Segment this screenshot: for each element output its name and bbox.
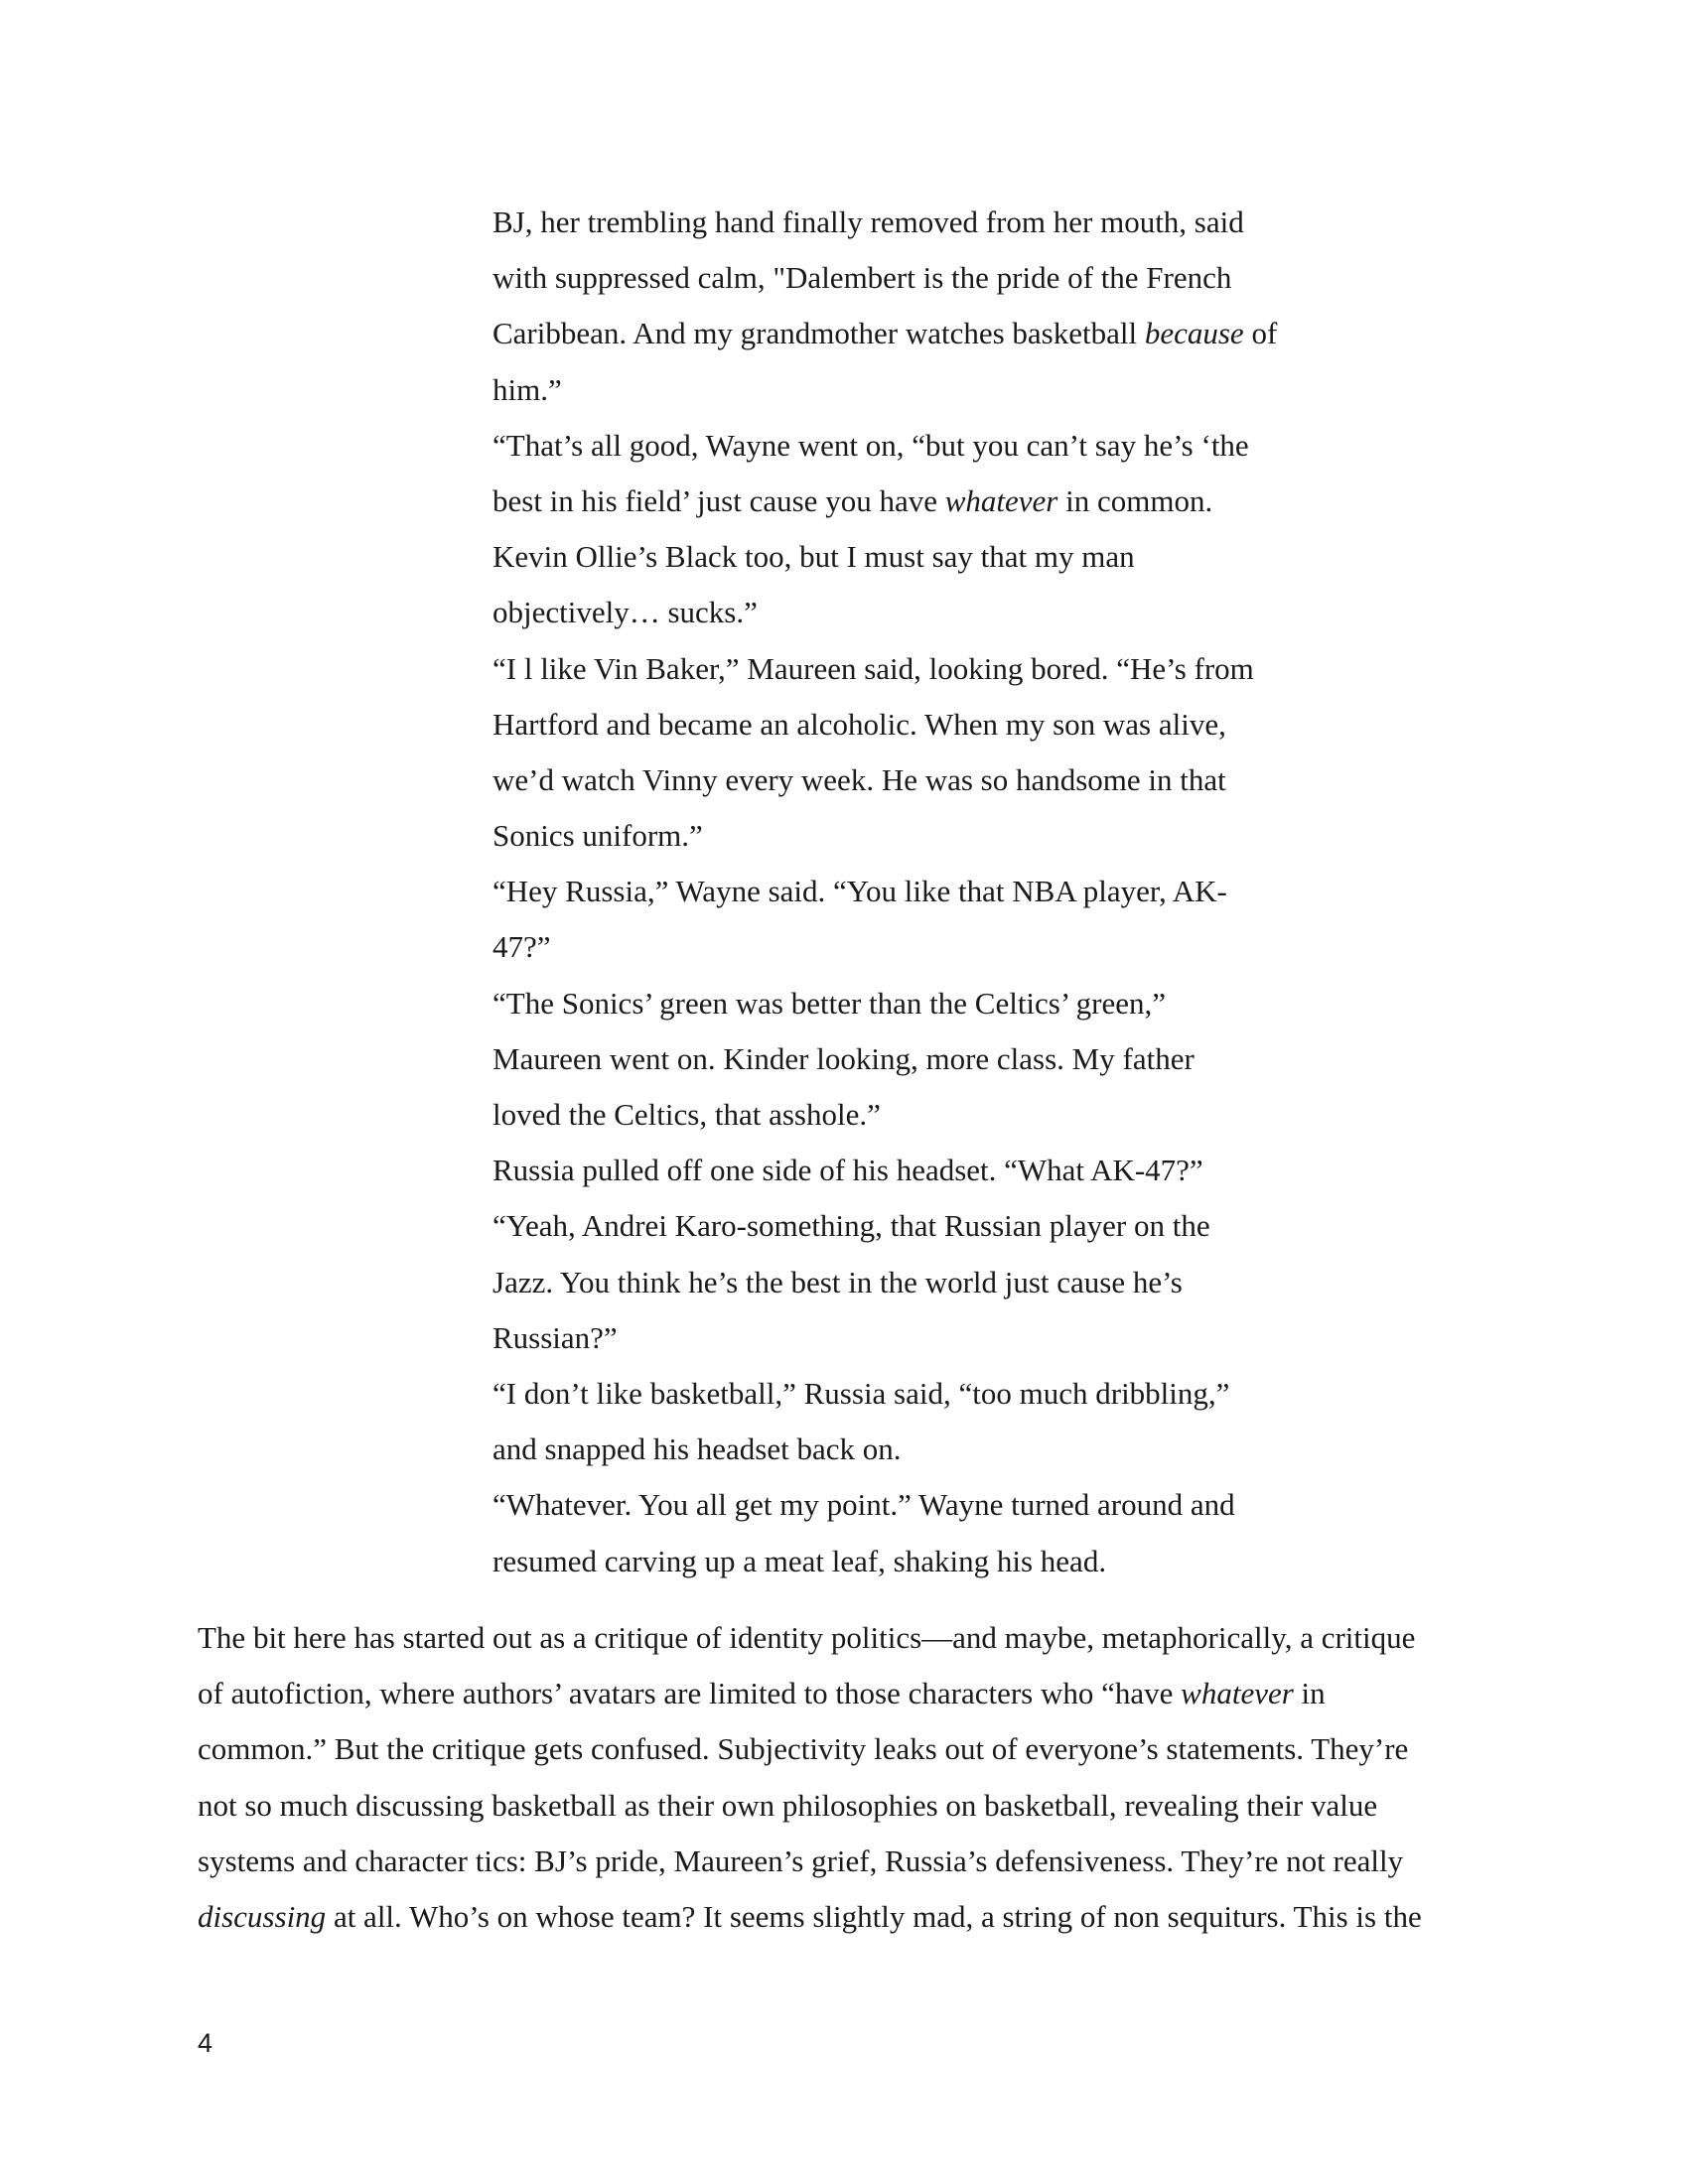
- text-run: “Whatever. You all get my point.” Wayne turned around and: [492, 1487, 1235, 1523]
- text-run: Jazz. You think he’s the best in the world just cause he’s: [492, 1264, 1183, 1299]
- excerpt-line: [492, 808, 1307, 864]
- text-run: The bit here has started out as a critique of identity politics—and maybe, metaphorically, a critique: [198, 1620, 1416, 1655]
- text-run: him.”: [492, 371, 562, 407]
- excerpt-line: [492, 250, 1307, 306]
- text-run: Russian?”: [492, 1319, 618, 1355]
- excerpt-line: [492, 1143, 1307, 1198]
- excerpt-line: [492, 641, 1307, 697]
- excerpt-line: [492, 1366, 1307, 1422]
- text-run: with suppressed calm, "Dalembert is the pride of the French: [492, 260, 1232, 296]
- excerpt-line: [492, 1477, 1307, 1533]
- excerpt-line: [492, 1087, 1307, 1143]
- italic-text: discussing: [198, 1898, 327, 1934]
- commentary-line: [198, 1610, 1488, 1666]
- excerpt-line: [492, 418, 1307, 474]
- excerpt-line: [492, 529, 1307, 585]
- text-run: 47?”: [492, 929, 551, 965]
- text-run: resumed carving up a meat leaf, shaking his head.: [492, 1543, 1107, 1578]
- excerpt-block: [492, 195, 1307, 1589]
- text-run: Sonics uniform.”: [492, 818, 703, 854]
- text-run: of: [1243, 316, 1278, 351]
- excerpt-line: [492, 976, 1307, 1031]
- text-run: and snapped his headset back on.: [492, 1432, 902, 1467]
- commentary-paragraph: [198, 1610, 1488, 1945]
- text-run: we’d watch Vinny every week. He was so handsome in that: [492, 761, 1226, 797]
- excerpt-line: [492, 362, 1307, 418]
- text-run: of autofiction, where authors’ avatars are limited to those characters who “have: [198, 1676, 1182, 1711]
- italic-text: because: [1144, 316, 1244, 351]
- commentary-line: [198, 1889, 1488, 1945]
- excerpt-line: [492, 1031, 1307, 1087]
- text-run: loved the Celtics, that asshole.”: [492, 1097, 881, 1132]
- text-run: “I don’t like basketball,” Russia said, “too much dribbling,”: [492, 1375, 1230, 1411]
- text-run: best in his field’ just cause you have: [492, 482, 945, 518]
- text-run: common.” But the critique gets confused. Subjectivity leaks out of everyone’s statements. They’re: [198, 1731, 1409, 1767]
- text-run: systems and character tics: BJ’s pride, Maureen’s grief, Russia’s defensiveness. They’re not really: [198, 1843, 1404, 1878]
- excerpt-line: [492, 752, 1307, 808]
- excerpt-line: [492, 1534, 1307, 1589]
- commentary-line: [198, 1778, 1488, 1834]
- excerpt-line: [492, 585, 1307, 640]
- excerpt-line: [492, 474, 1307, 529]
- excerpt-line: [492, 697, 1307, 752]
- excerpt-line: [492, 1198, 1307, 1254]
- text-run: “Yeah, Andrei Karo-something, that Russian player on the: [492, 1208, 1210, 1244]
- text-run: “That’s all good, Wayne went on, “but you can’t say he’s ‘the: [492, 427, 1249, 463]
- excerpt-line: [492, 919, 1307, 975]
- commentary-line: [198, 1666, 1488, 1721]
- commentary-line: [198, 1721, 1488, 1777]
- text-run: “The Sonics’ green was better than the Celtics’ green,”: [492, 985, 1166, 1021]
- text-run: Maureen went on. Kinder looking, more class. My father: [492, 1040, 1195, 1076]
- text-run: Hartford and became an alcoholic. When my son was alive,: [492, 706, 1226, 742]
- excerpt-line: [492, 306, 1307, 361]
- excerpt-line: [492, 1255, 1307, 1310]
- excerpt-line: [492, 1422, 1307, 1477]
- commentary-line: [198, 1834, 1488, 1889]
- text-run: objectively… sucks.”: [492, 595, 758, 630]
- text-run: not so much discussing basketball as their own philosophies on basketball, revealing their value: [198, 1787, 1378, 1823]
- text-run: in: [1293, 1676, 1326, 1711]
- text-run: Caribbean. And my grandmother watches basketball: [492, 316, 1145, 351]
- text-run: Kevin Ollie’s Black too, but I must say that my man: [492, 539, 1135, 575]
- excerpt-line: [492, 1310, 1307, 1366]
- excerpt-line: [492, 195, 1307, 250]
- italic-text: whatever: [944, 482, 1058, 518]
- text-run: “I l like Vin Baker,” Maureen said, looking bored. “He’s from: [492, 650, 1254, 686]
- text-run: Russia pulled off one side of his headset. “What AK-47?”: [492, 1153, 1203, 1188]
- text-run: at all. Who’s on whose team? It seems slightly mad, a string of non sequiturs. This is the: [326, 1898, 1422, 1934]
- italic-text: whatever: [1181, 1676, 1294, 1711]
- text-run: BJ, her trembling hand finally removed from her mouth, said: [492, 205, 1244, 239]
- text-run: “Hey Russia,” Wayne said. “You like that NBA player, AK-: [492, 874, 1227, 909]
- page-number: 4: [198, 2028, 213, 2058]
- excerpt-line: [492, 864, 1307, 919]
- text-run: in common.: [1057, 482, 1213, 518]
